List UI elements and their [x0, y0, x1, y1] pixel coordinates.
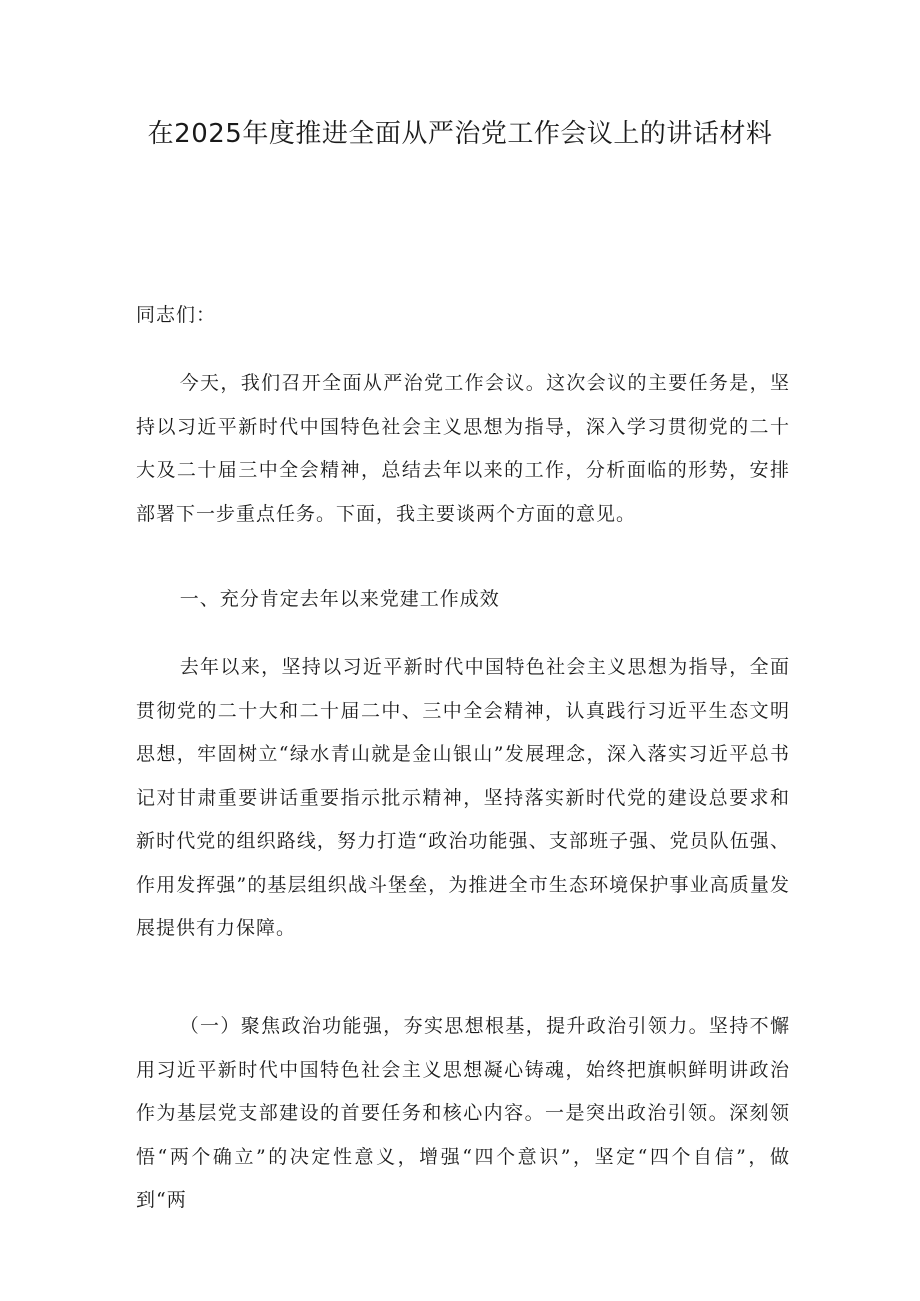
section-heading: 一、充分肯定去年以来党建工作成效: [179, 588, 500, 610]
subsection-paragraph: （一）聚焦政治功能强，夯实思想根基，提升政治引领力。坚持不懈用习近平新时代中国特色社会主义思想凝心铸魂，始终把旗帜鲜明讲政治作为基层党支部建设的首要任务和核心内容。一是突出政治引领。深刻领悟“两个确立”的决定性意义，增强“四个意识”，坚定“四个自信”，做到“两: [136, 1015, 790, 1211]
document-title: 在2025年度推进全面从严治党工作会议上的讲话材料: [147, 119, 773, 149]
intro-paragraph: 今天，我们召开全面从严治党工作会议。这次会议的主要任务是，坚持以习近平新时代中国特色社会主义思想为指导，深入学习贯彻党的二十大及二十届三中全会精神，总结去年以来的工作，分析面临的形势，安排部署下一步重点任务。下面，我主要谈两个方面的意见。: [136, 372, 790, 525]
section-body-paragraph: 去年以来，坚持以习近平新时代中国特色社会主义思想为指导，全面贯彻党的二十大和二十届二中、三中全会精神，认真践行习近平生态文明思想，牢固树立“绿水青山就是金山银山”发展理念，深入落实习近平总书记对甘肃重要讲话重要指示批示精神，坚持落实新时代党的建设总要求和新时代党的组织路线，努力打造“政治功能强、支部班子强、党员队伍强、作用发挥强”的基层组织战斗堡垒，为推进全市生态环境保护事业高质量发展提供有力保障。: [136, 656, 790, 939]
salutation: 同志们：: [136, 304, 217, 326]
